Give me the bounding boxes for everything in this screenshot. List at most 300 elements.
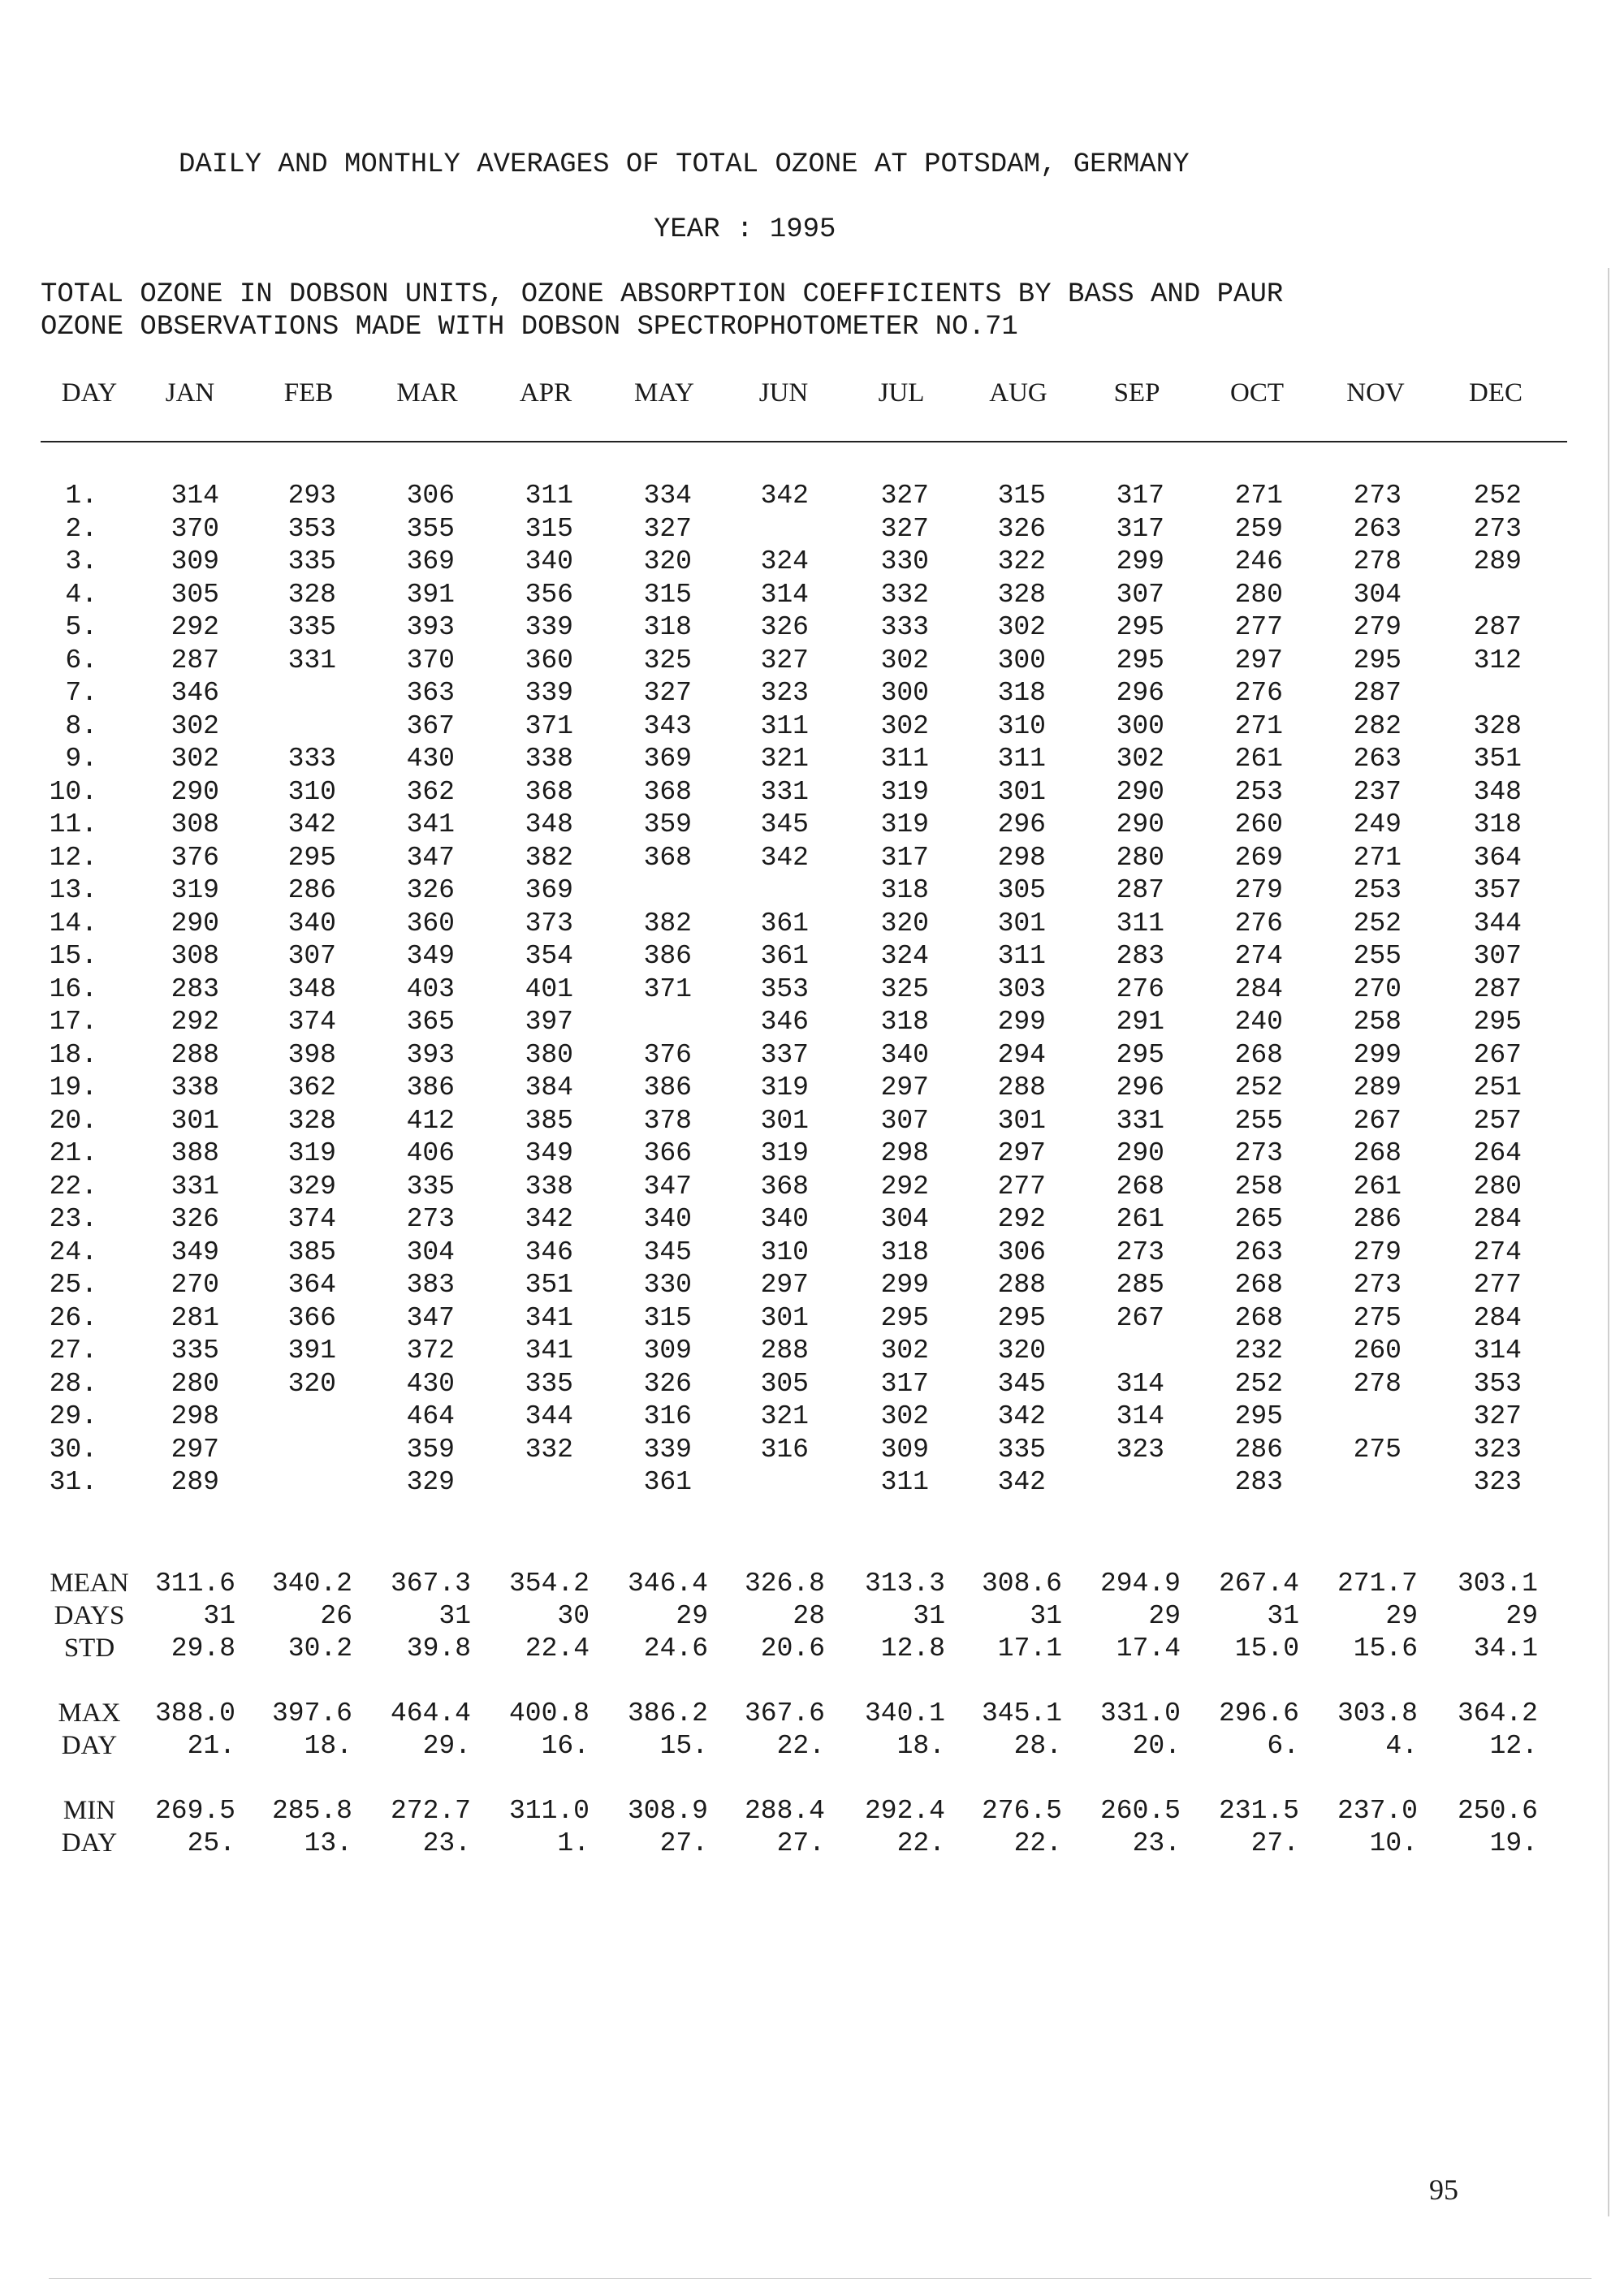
header-dec: DEC [1469, 378, 1522, 408]
ozone-value: 319 [880, 809, 929, 839]
ozone-value: 382 [525, 842, 573, 873]
ozone-value: 246 [1234, 546, 1283, 576]
ozone-value: 430 [406, 1368, 455, 1399]
summary-label: MAX [58, 1698, 121, 1728]
ozone-value: 323 [1116, 1434, 1164, 1465]
ozone-value: 283 [171, 973, 219, 1004]
ozone-value: 348 [1473, 776, 1522, 807]
ozone-value: 303 [997, 973, 1046, 1004]
ozone-value: 328 [287, 579, 336, 610]
ozone-value: 365 [406, 1007, 455, 1037]
ozone-value: 296 [1116, 678, 1164, 708]
ozone-value: 340 [880, 1039, 929, 1070]
ozone-value: 302 [880, 1401, 929, 1431]
ozone-value: 347 [643, 1171, 692, 1202]
ozone-value: 252 [1234, 1072, 1283, 1103]
summary-value: 276.5 [981, 1796, 1062, 1826]
ozone-value: 340 [525, 546, 573, 576]
summary-value: 397.6 [271, 1698, 352, 1728]
ozone-value: 314 [760, 579, 809, 610]
ozone-value: 268 [1353, 1138, 1402, 1168]
ozone-value: 252 [1353, 908, 1402, 939]
summary-value: 311.0 [508, 1796, 590, 1826]
summary-value: 17.1 [997, 1634, 1062, 1664]
day-label: 20. [49, 1105, 97, 1136]
ozone-value: 327 [643, 678, 692, 708]
day-label: 2. [65, 513, 97, 544]
ozone-value: 263 [1353, 513, 1402, 544]
ozone-value: 319 [171, 875, 219, 905]
ozone-value: 311 [880, 1467, 929, 1497]
ozone-value: 297 [760, 1270, 809, 1300]
summary-value: 231.5 [1218, 1796, 1299, 1826]
ozone-value: 331 [287, 645, 336, 675]
day-label: 27. [49, 1336, 97, 1366]
ozone-value: 311 [1116, 908, 1164, 939]
ozone-value: 288 [997, 1270, 1046, 1300]
header-aug: AUG [989, 378, 1047, 408]
summary-value: 288.4 [744, 1796, 825, 1826]
ozone-value: 300 [1116, 710, 1164, 741]
ozone-value: 309 [643, 1336, 692, 1366]
ozone-value: 314 [1473, 1336, 1522, 1366]
ozone-value: 371 [525, 710, 573, 741]
summary-value: 16. [541, 1731, 590, 1761]
ozone-value: 386 [643, 941, 692, 971]
ozone-value: 302 [880, 1336, 929, 1366]
summary-value: 19. [1489, 1828, 1538, 1858]
ozone-value: 347 [406, 1302, 455, 1333]
ozone-value: 391 [406, 579, 455, 610]
day-label: 29. [49, 1401, 97, 1431]
summary-value: 464.4 [390, 1698, 471, 1728]
ozone-value: 330 [643, 1270, 692, 1300]
summary-value: 28. [1013, 1731, 1062, 1761]
ozone-value: 282 [1353, 710, 1402, 741]
ozone-value: 346 [171, 678, 219, 708]
summary-value: 39.8 [406, 1634, 471, 1664]
ozone-value: 319 [287, 1138, 336, 1168]
summary-value: 31 [1267, 1601, 1299, 1631]
ozone-value: 291 [1116, 1007, 1164, 1037]
ozone-value: 270 [1353, 973, 1402, 1004]
ozone-value: 356 [525, 579, 573, 610]
ozone-value: 324 [880, 941, 929, 971]
ozone-value: 249 [1353, 809, 1402, 839]
ozone-value: 292 [171, 1007, 219, 1037]
summary-value: 308.6 [981, 1569, 1062, 1599]
summary-value: 271.7 [1337, 1569, 1418, 1599]
ozone-value: 315 [997, 481, 1046, 511]
ozone-value: 298 [880, 1138, 929, 1168]
ozone-value: 288 [760, 1336, 809, 1366]
ozone-value: 295 [1473, 1007, 1522, 1037]
ozone-value: 340 [760, 1204, 809, 1234]
ozone-value: 316 [760, 1434, 809, 1465]
ozone-value: 406 [406, 1138, 455, 1168]
summary-value: 303.1 [1457, 1569, 1538, 1599]
ozone-value: 376 [171, 842, 219, 873]
ozone-value: 268 [1116, 1171, 1164, 1202]
day-label: 15. [49, 941, 97, 971]
ozone-value: 298 [997, 842, 1046, 873]
summary-value: 27. [776, 1828, 825, 1858]
ozone-value: 314 [1116, 1401, 1164, 1431]
ozone-value: 345 [643, 1236, 692, 1267]
day-label: 8. [65, 710, 97, 741]
ozone-value: 360 [406, 908, 455, 939]
summary-value: 292.4 [864, 1796, 945, 1826]
ozone-value: 295 [1116, 612, 1164, 642]
summary-value: 294.9 [1099, 1569, 1181, 1599]
ozone-value: 361 [760, 908, 809, 939]
ozone-value: 344 [525, 1401, 573, 1431]
summary-label: MIN [63, 1796, 116, 1825]
ozone-value: 346 [760, 1007, 809, 1037]
summary-label: MEAN [50, 1569, 129, 1598]
ozone-value: 353 [287, 513, 336, 544]
ozone-value: 295 [880, 1302, 929, 1333]
ozone-value: 373 [525, 908, 573, 939]
ozone-value: 340 [287, 908, 336, 939]
ozone-value: 342 [760, 842, 809, 873]
summary-value: 340.1 [864, 1698, 945, 1728]
summary-value: 367.3 [390, 1569, 471, 1599]
ozone-value: 276 [1234, 678, 1283, 708]
ozone-value: 273 [406, 1204, 455, 1234]
day-label: 30. [49, 1434, 97, 1465]
ozone-value: 298 [171, 1401, 219, 1431]
ozone-value: 342 [997, 1401, 1046, 1431]
summary-value: 340.2 [271, 1569, 352, 1599]
ozone-value: 277 [997, 1171, 1046, 1202]
day-label: 10. [49, 776, 97, 807]
summary-value: 27. [659, 1828, 708, 1858]
summary-value: 23. [422, 1828, 471, 1858]
ozone-value: 279 [1234, 875, 1283, 905]
header-day: DAY [61, 378, 118, 408]
ozone-value: 353 [760, 973, 809, 1004]
ozone-value: 304 [406, 1236, 455, 1267]
day-label: 6. [65, 645, 97, 675]
ozone-value: 293 [287, 481, 336, 511]
ozone-value: 335 [525, 1368, 573, 1399]
ozone-value: 339 [643, 1434, 692, 1465]
ozone-value: 323 [760, 678, 809, 708]
ozone-value: 302 [171, 744, 219, 774]
ozone-value: 267 [1473, 1039, 1522, 1070]
ozone-value: 280 [1116, 842, 1164, 873]
ozone-value: 295 [997, 1302, 1046, 1333]
day-label: 19. [49, 1072, 97, 1103]
ozone-value: 341 [525, 1336, 573, 1366]
ozone-value: 341 [525, 1302, 573, 1333]
ozone-value: 277 [1473, 1270, 1522, 1300]
day-label: 13. [49, 875, 97, 905]
ozone-value: 314 [171, 481, 219, 511]
ozone-value: 354 [525, 941, 573, 971]
summary-value: 29.8 [171, 1634, 235, 1664]
ozone-value: 318 [1473, 809, 1522, 839]
ozone-value: 275 [1353, 1434, 1402, 1465]
ozone-value: 306 [997, 1236, 1046, 1267]
ozone-value: 279 [1353, 1236, 1402, 1267]
summary-value: 17.4 [1116, 1634, 1181, 1664]
header-jul: JUL [878, 378, 925, 408]
summary-value: 354.2 [508, 1569, 590, 1599]
ozone-value: 401 [525, 973, 573, 1004]
ozone-value: 277 [1234, 612, 1283, 642]
ozone-value: 253 [1353, 875, 1402, 905]
ozone-value: 398 [287, 1039, 336, 1070]
ozone-value: 359 [406, 1434, 455, 1465]
ozone-value: 301 [760, 1105, 809, 1136]
ozone-value: 385 [525, 1105, 573, 1136]
ozone-value: 347 [406, 842, 455, 873]
ozone-value: 258 [1234, 1171, 1283, 1202]
ozone-value: 317 [1116, 513, 1164, 544]
ozone-value: 346 [525, 1236, 573, 1267]
ozone-value: 342 [287, 809, 336, 839]
ozone-value: 391 [287, 1336, 336, 1366]
ozone-value: 280 [1473, 1171, 1522, 1202]
ozone-value: 335 [997, 1434, 1046, 1465]
ozone-value: 320 [643, 546, 692, 576]
ozone-value: 335 [287, 546, 336, 576]
ozone-value: 289 [1473, 546, 1522, 576]
ozone-value: 383 [406, 1270, 455, 1300]
summary-value: 20.6 [760, 1634, 825, 1664]
ozone-value: 261 [1353, 1171, 1402, 1202]
ozone-value: 323 [1473, 1467, 1522, 1497]
ozone-value: 271 [1234, 710, 1283, 741]
ozone-value: 265 [1234, 1204, 1283, 1234]
ozone-value: 294 [997, 1039, 1046, 1070]
summary-value: 20. [1132, 1731, 1181, 1761]
ozone-value: 362 [406, 776, 455, 807]
ozone-value: 286 [1353, 1204, 1402, 1234]
ozone-value: 342 [760, 481, 809, 511]
ozone-value: 359 [643, 809, 692, 839]
ozone-value: 335 [406, 1171, 455, 1202]
ozone-value: 284 [1234, 973, 1283, 1004]
ozone-value: 326 [406, 875, 455, 905]
ozone-value: 368 [525, 776, 573, 807]
summary-value: 29 [1505, 1601, 1538, 1631]
ozone-value: 323 [1473, 1434, 1522, 1465]
ozone-value: 345 [760, 809, 809, 839]
summary-value: 10. [1369, 1828, 1418, 1858]
ozone-value: 263 [1353, 744, 1402, 774]
ozone-value: 252 [1473, 481, 1522, 511]
summary-value: 23. [1132, 1828, 1181, 1858]
ozone-value: 366 [287, 1302, 336, 1333]
ozone-value: 370 [171, 513, 219, 544]
ozone-value: 264 [1473, 1138, 1522, 1168]
ozone-value: 295 [287, 842, 336, 873]
ozone-value: 296 [997, 809, 1046, 839]
ozone-value: 302 [997, 612, 1046, 642]
ozone-value: 319 [760, 1072, 809, 1103]
ozone-value: 276 [1116, 973, 1164, 1004]
ozone-value: 308 [171, 809, 219, 839]
ozone-value: 329 [287, 1171, 336, 1202]
ozone-value: 280 [1234, 579, 1283, 610]
ozone-value: 309 [880, 1434, 929, 1465]
ozone-value: 276 [1234, 908, 1283, 939]
summary-value: 25. [187, 1828, 235, 1858]
ozone-value: 305 [997, 875, 1046, 905]
summary-value: 34.1 [1473, 1634, 1538, 1664]
ozone-value: 311 [880, 744, 929, 774]
summary-value: 250.6 [1457, 1796, 1538, 1826]
ozone-value: 315 [643, 1302, 692, 1333]
ozone-value: 287 [1353, 678, 1402, 708]
ozone-value: 340 [643, 1204, 692, 1234]
ozone-value: 334 [643, 481, 692, 511]
day-label: 3. [65, 546, 97, 576]
ozone-value: 325 [880, 973, 929, 1004]
day-label: 7. [65, 678, 97, 708]
summary-label: DAY [61, 1828, 118, 1858]
summary-value: 260.5 [1099, 1796, 1181, 1826]
ozone-value: 301 [171, 1105, 219, 1136]
ozone-value: 331 [171, 1171, 219, 1202]
summary-value: 15.0 [1234, 1634, 1299, 1664]
ozone-value: 370 [406, 645, 455, 675]
ozone-value: 338 [525, 1171, 573, 1202]
ozone-value: 327 [880, 513, 929, 544]
ozone-value: 278 [1353, 546, 1402, 576]
ozone-value: 290 [1116, 809, 1164, 839]
ozone-value: 281 [171, 1302, 219, 1333]
summary-value: 237.0 [1337, 1796, 1418, 1826]
ozone-value: 311 [997, 941, 1046, 971]
ozone-value: 372 [406, 1336, 455, 1366]
ozone-value: 327 [1473, 1401, 1522, 1431]
ozone-value: 289 [171, 1467, 219, 1497]
ozone-value: 274 [1234, 941, 1283, 971]
ozone-value: 302 [880, 710, 929, 741]
ozone-value: 268 [1234, 1302, 1283, 1333]
summary-value: 22.4 [525, 1634, 590, 1664]
summary-value: 31 [438, 1601, 471, 1631]
ozone-value: 333 [287, 744, 336, 774]
day-label: 31. [49, 1467, 97, 1497]
ozone-value: 393 [406, 612, 455, 642]
summary-value: 27. [1250, 1828, 1299, 1858]
header-jan: JAN [165, 378, 215, 408]
header-nov: NOV [1346, 378, 1405, 408]
ozone-value: 255 [1353, 941, 1402, 971]
ozone-value: 361 [760, 941, 809, 971]
ozone-value: 237 [1353, 776, 1402, 807]
ozone-value: 349 [406, 941, 455, 971]
ozone-value: 261 [1234, 744, 1283, 774]
ozone-value: 320 [997, 1336, 1046, 1366]
day-label: 16. [49, 973, 97, 1004]
summary-value: 24.6 [643, 1634, 708, 1664]
ozone-value: 273 [1116, 1236, 1164, 1267]
ozone-value: 271 [1353, 842, 1402, 873]
ozone-value: 307 [1473, 941, 1522, 971]
ozone-value: 349 [171, 1236, 219, 1267]
ozone-value: 299 [1353, 1039, 1402, 1070]
ozone-value: 348 [287, 973, 336, 1004]
ozone-value: 307 [880, 1105, 929, 1136]
ozone-value: 315 [525, 513, 573, 544]
ozone-value: 263 [1234, 1236, 1283, 1267]
ozone-value: 290 [1116, 1138, 1164, 1168]
year-line: YEAR : 1995 [654, 214, 836, 245]
ozone-value: 333 [880, 612, 929, 642]
ozone-value: 251 [1473, 1072, 1522, 1103]
ozone-value: 328 [1473, 710, 1522, 741]
ozone-value: 284 [1473, 1204, 1522, 1234]
ozone-value: 366 [643, 1138, 692, 1168]
summary-value: 18. [304, 1731, 352, 1761]
ozone-value: 302 [171, 710, 219, 741]
ozone-value: 311 [760, 710, 809, 741]
ozone-value: 319 [760, 1138, 809, 1168]
header-may: MAY [634, 378, 694, 408]
ozone-value: 255 [1234, 1105, 1283, 1136]
summary-value: 345.1 [981, 1698, 1062, 1728]
header-divider [41, 441, 1567, 442]
summary-value: 303.8 [1337, 1698, 1418, 1728]
ozone-value: 335 [287, 612, 336, 642]
ozone-value: 319 [880, 776, 929, 807]
summary-value: 15. [659, 1731, 708, 1761]
ozone-value: 364 [1473, 842, 1522, 873]
ozone-value: 310 [997, 710, 1046, 741]
ozone-value: 311 [997, 744, 1046, 774]
ozone-value: 283 [1116, 941, 1164, 971]
ozone-value: 290 [1116, 776, 1164, 807]
ozone-value: 297 [880, 1072, 929, 1103]
ozone-value: 317 [880, 1368, 929, 1399]
ozone-value: 380 [525, 1039, 573, 1070]
ozone-value: 326 [997, 513, 1046, 544]
ozone-value: 338 [525, 744, 573, 774]
ozone-value: 295 [1116, 645, 1164, 675]
ozone-value: 315 [643, 579, 692, 610]
ozone-value: 342 [525, 1204, 573, 1234]
ozone-value: 287 [1116, 875, 1164, 905]
ozone-value: 270 [171, 1270, 219, 1300]
ozone-value: 318 [880, 1236, 929, 1267]
ozone-value: 297 [997, 1138, 1046, 1168]
ozone-value: 267 [1116, 1302, 1164, 1333]
ozone-value: 364 [287, 1270, 336, 1300]
ozone-value: 363 [406, 678, 455, 708]
ozone-value: 318 [880, 1007, 929, 1037]
ozone-value: 360 [525, 645, 573, 675]
summary-value: 364.2 [1457, 1698, 1538, 1728]
ozone-value: 297 [1234, 645, 1283, 675]
summary-value: 29. [422, 1731, 471, 1761]
ozone-value: 295 [1234, 1401, 1283, 1431]
day-label: 1. [65, 481, 97, 511]
ozone-value: 305 [760, 1368, 809, 1399]
ozone-value: 362 [287, 1072, 336, 1103]
ozone-value: 412 [406, 1105, 455, 1136]
ozone-value: 403 [406, 973, 455, 1004]
summary-value: 22. [896, 1828, 945, 1858]
ozone-value: 341 [406, 809, 455, 839]
summary-value: 26 [320, 1601, 352, 1631]
day-label: 9. [65, 744, 97, 774]
